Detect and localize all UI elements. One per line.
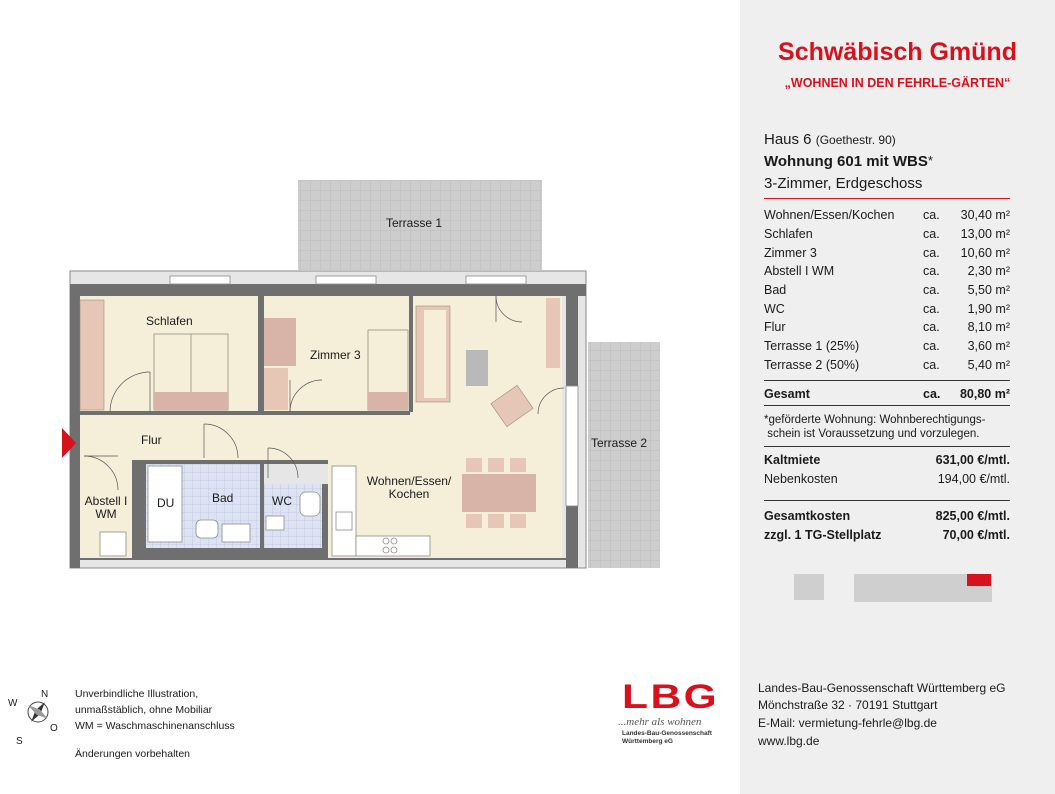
room-label-wohnen-line1: Wohnen/Essen/	[366, 474, 452, 488]
area-room: Bad	[764, 283, 787, 297]
room-label-schlafen: Schlafen	[146, 314, 193, 328]
compass	[4, 686, 66, 748]
compass-o: O	[50, 723, 58, 734]
parking-row	[764, 528, 1010, 542]
parking-label: zzgl. 1 TG-Stellplatz	[764, 528, 882, 542]
area-row	[764, 339, 1010, 357]
divider-total-bottom	[764, 405, 1010, 406]
room-label-terrasse-1: Terrasse 1	[386, 216, 443, 230]
area-row	[764, 264, 1010, 282]
apartment-title: Wohnung 601 mit WBS	[764, 153, 928, 170]
divider-total	[764, 380, 1010, 381]
rent-value: 631,00 €/mtl.	[935, 453, 1010, 467]
total-row	[764, 387, 1010, 405]
room-label-wc: WC	[272, 494, 292, 508]
footnote-line1: *geförderte Wohnung: Wohnberechtigungs-	[764, 414, 986, 426]
area-room: Wohnen/Essen/Kochen	[764, 208, 895, 222]
area-ca: ca.	[923, 208, 940, 222]
area-value: 13,00 m²	[960, 227, 1010, 241]
area-room: Abstell I WM	[764, 264, 835, 278]
lbg-logo-letters: LBG	[622, 678, 720, 716]
rent-row	[764, 453, 1010, 467]
lbg-logo-slogan: ...mehr als wohnen	[618, 716, 702, 728]
area-value: 10,60 m²	[960, 246, 1010, 260]
room-label-zimmer-3: Zimmer 3	[310, 348, 361, 362]
area-value: 30,40 m²	[960, 208, 1010, 222]
area-ca: ca.	[923, 227, 940, 241]
house-label: Haus 6	[764, 131, 812, 148]
room-label-flur: Flur	[141, 433, 162, 447]
area-room: Terrasse 2 (50%)	[764, 358, 860, 372]
company-name: Landes-Bau-Genossenschaft Württemberg eG	[758, 681, 1006, 695]
compass-s: S	[16, 736, 23, 747]
room-label-bad: Bad	[212, 491, 234, 505]
area-room: WC	[764, 302, 785, 316]
area-room: Flur	[764, 320, 786, 334]
lbg-logo	[616, 678, 726, 748]
company-street: Mönchstraße 32 · 70191 Stuttgart	[758, 698, 938, 712]
note-illustration: Unverbindliche Illustration,	[75, 688, 199, 700]
area-room: Zimmer 3	[764, 246, 817, 260]
extra-costs-row	[764, 472, 1010, 486]
area-ca: ca.	[923, 320, 940, 334]
lbg-logo-line1: Landes-Bau-Genossenschaft	[622, 730, 712, 737]
total-costs-value: 825,00 €/mtl.	[935, 509, 1010, 523]
area-ca: ca.	[923, 283, 940, 297]
area-row	[764, 320, 1010, 338]
house-line	[764, 131, 896, 148]
company-email[interactable]: E-Mail: vermietung-fehrle@lbg.de	[758, 716, 937, 730]
lbg-logo-line2: Württemberg eG	[622, 738, 673, 745]
room-label-abstell-line2: WM	[95, 507, 117, 521]
area-value: 8,10 m²	[967, 320, 1010, 334]
area-value: 3,60 m²	[967, 339, 1010, 353]
note-scale: unmaßstäblich, ohne Mobiliar	[75, 704, 213, 716]
apartment-mark: *	[927, 153, 933, 168]
area-room: Terrasse 1 (25%)	[764, 339, 860, 353]
area-row	[764, 302, 1010, 320]
area-row	[764, 358, 1010, 376]
area-row	[764, 283, 1010, 301]
footnote-line2: schein ist Voraussetzung und vorzulegen.	[764, 428, 980, 440]
compass-rose-icon	[4, 686, 66, 748]
extra-costs-value: 194,00 €/mtl.	[937, 472, 1010, 486]
room-label-wohnen-line2: Kochen	[388, 487, 430, 501]
area-value: 1,90 m²	[967, 302, 1010, 316]
note-changes: Änderungen vorbehalten	[75, 748, 191, 760]
room-label-terrasse-2: Terrasse 2	[591, 436, 648, 450]
room-label-abstell-line1: Abstell I	[84, 494, 128, 508]
parking-value: 70,00 €/mtl.	[942, 528, 1010, 542]
project-title: „WOHNEN IN DEN FEHRLE-GÄRTEN“	[784, 76, 1011, 90]
compass-n: N	[41, 689, 49, 700]
apartment-line	[764, 153, 933, 170]
total-label: Gesamt	[764, 387, 810, 401]
building-location-icon	[792, 570, 997, 606]
area-ca: ca.	[923, 302, 940, 316]
terrasse-2-area	[588, 342, 660, 568]
area-row	[764, 208, 1010, 226]
compass-w: W	[8, 698, 18, 709]
total-value: 80,80 m²	[959, 387, 1010, 401]
area-row	[764, 246, 1010, 264]
area-ca: ca.	[923, 246, 940, 260]
company-website[interactable]: www.lbg.de	[758, 734, 820, 748]
total-costs-label: Gesamtkosten	[764, 509, 851, 523]
rent-label: Kaltmiete	[764, 453, 821, 467]
divider-total-costs	[764, 500, 1010, 501]
city-title: Schwäbisch Gmünd	[778, 38, 1017, 66]
apartment-type: 3-Zimmer, Erdgeschoss	[764, 175, 923, 192]
note-wm: WM = Waschmaschinenanschluss	[75, 720, 235, 732]
area-ca: ca.	[923, 339, 940, 353]
area-value: 2,30 m²	[967, 264, 1010, 278]
room-label-du: DU	[157, 496, 175, 510]
area-row	[764, 227, 1010, 245]
divider-costs	[764, 446, 1010, 447]
total-costs-row	[764, 509, 1010, 523]
house-address: (Goethestr. 90)	[815, 133, 896, 147]
area-ca: ca.	[923, 264, 940, 278]
area-room: Schlafen	[764, 227, 813, 241]
divider-top	[764, 198, 1010, 199]
area-ca: ca.	[923, 358, 940, 372]
area-value: 5,50 m²	[967, 283, 1010, 297]
total-ca: ca.	[923, 387, 941, 401]
area-value: 5,40 m²	[967, 358, 1010, 372]
extra-costs-label: Nebenkosten	[764, 472, 838, 486]
info-sidebar	[740, 0, 1055, 794]
